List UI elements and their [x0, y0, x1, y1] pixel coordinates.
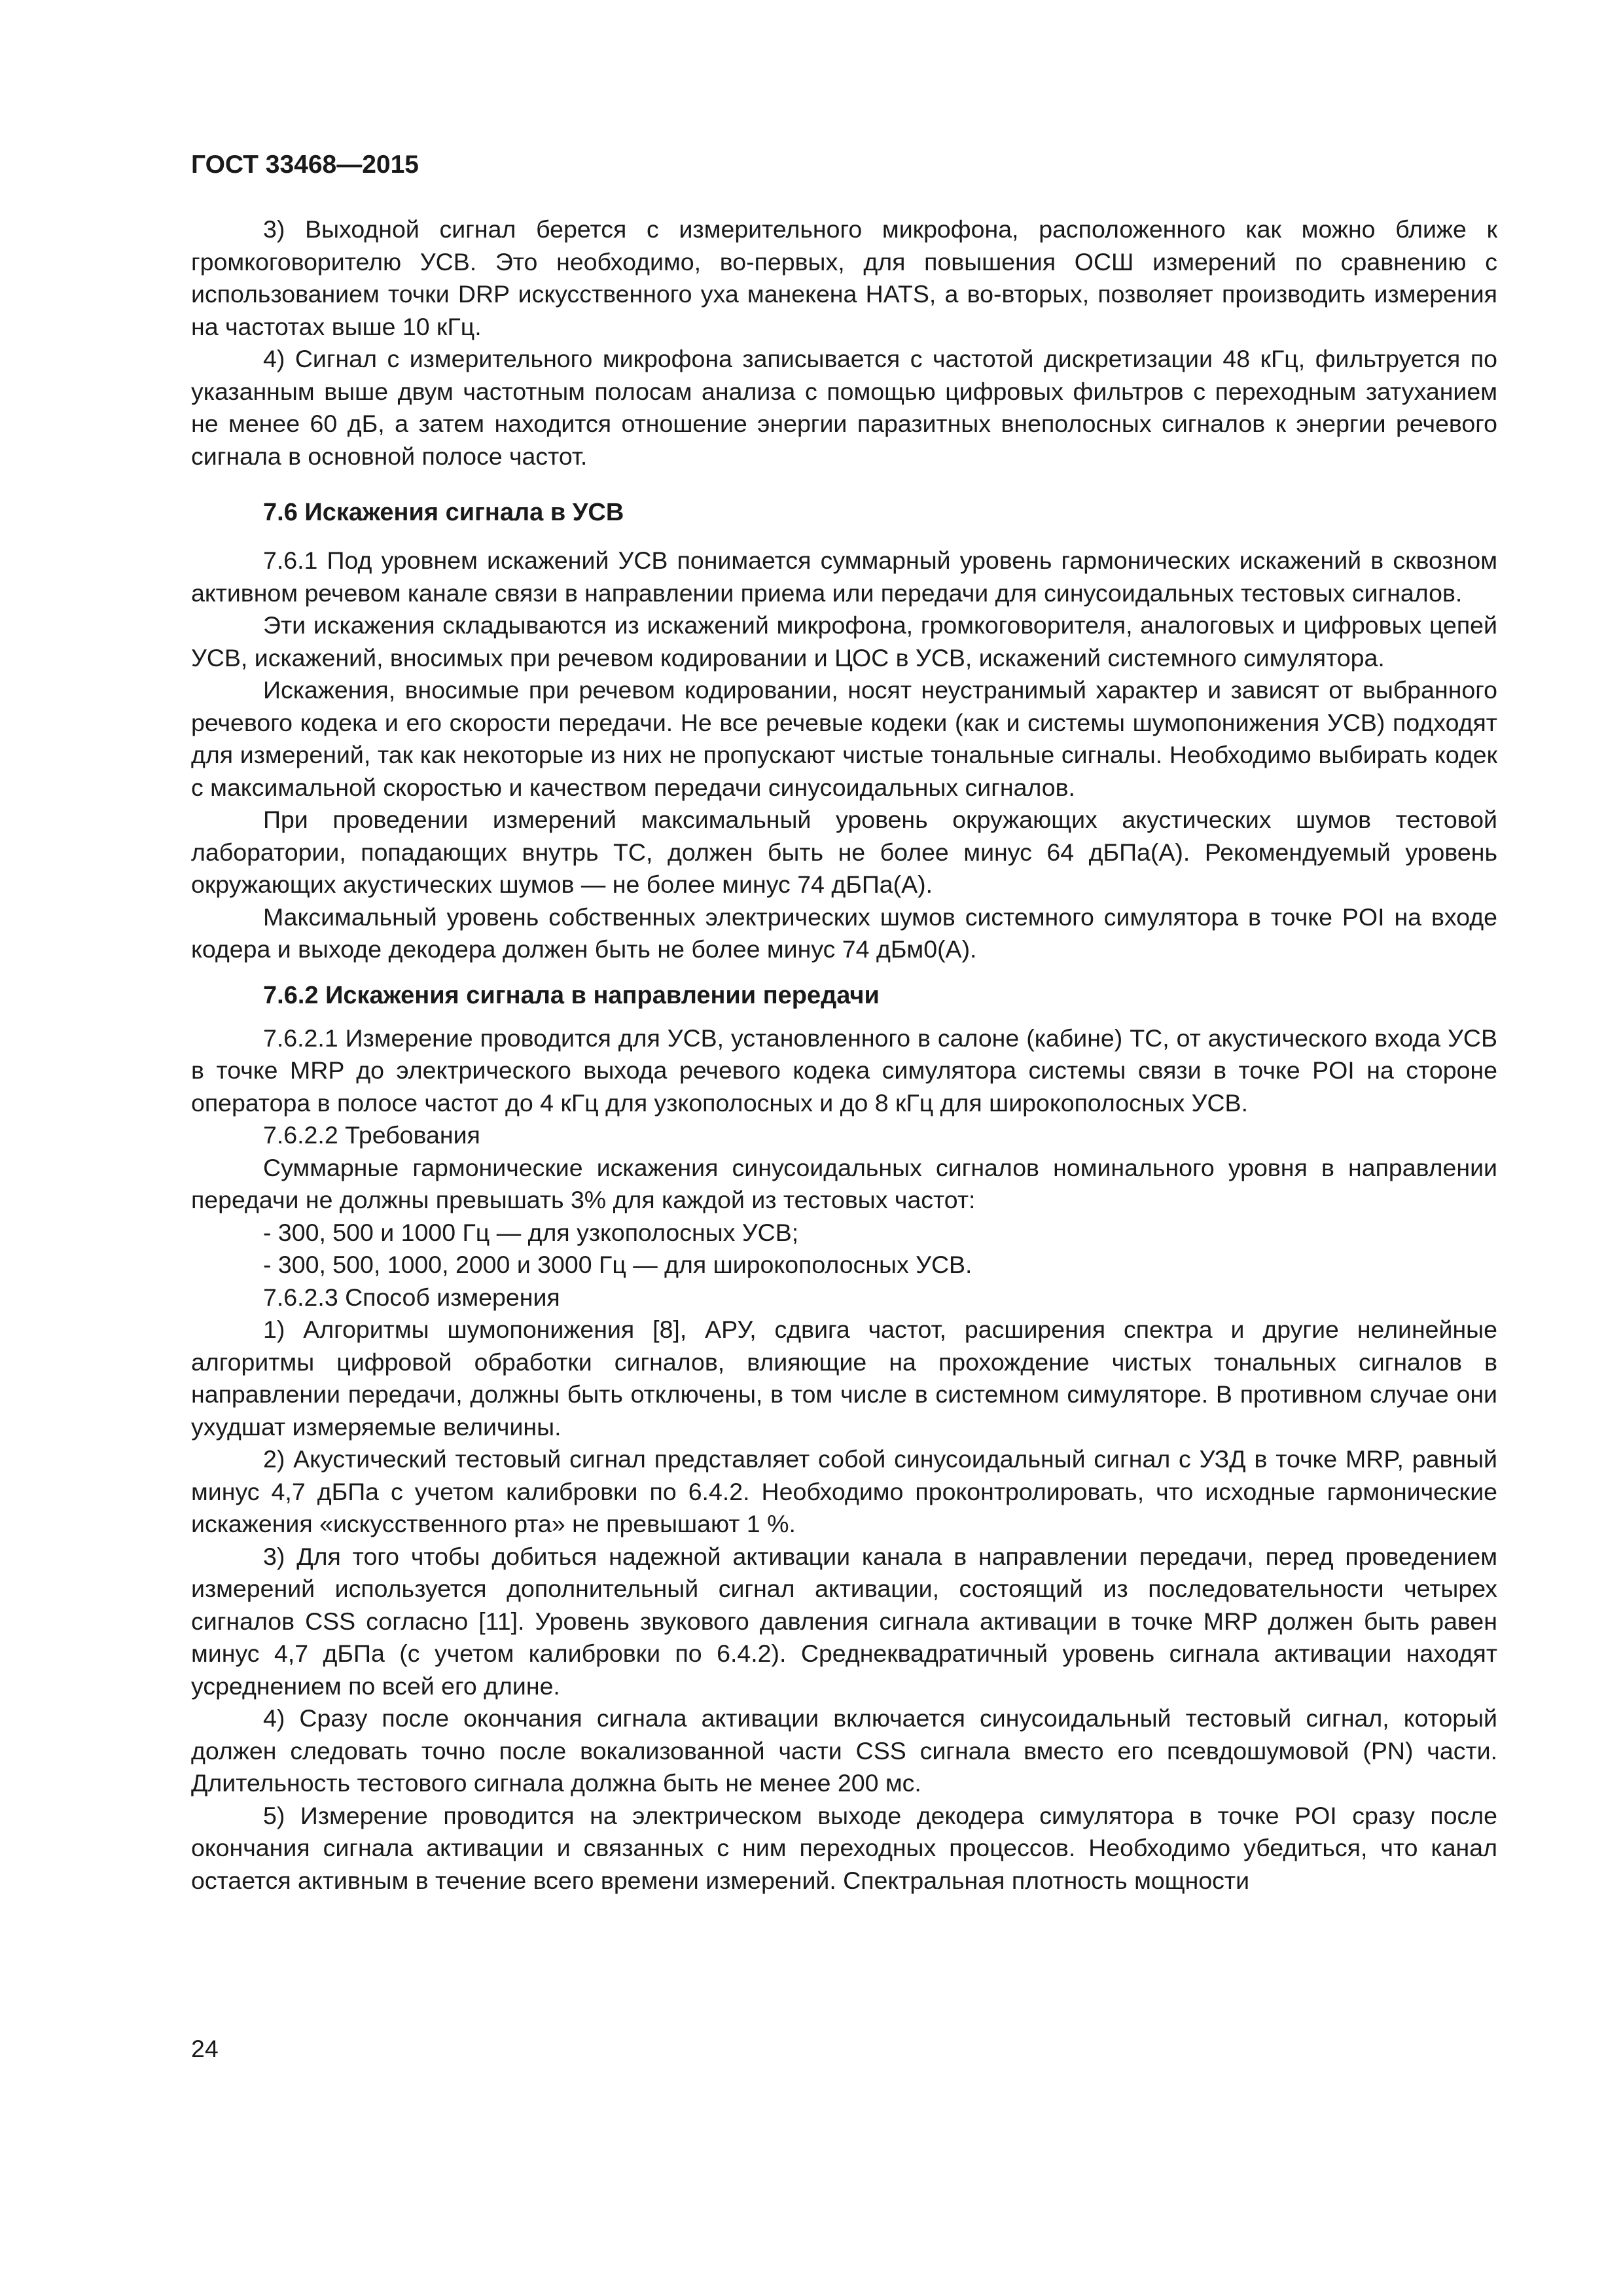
page-number: 24 — [191, 2035, 219, 2062]
paragraph: 7.6.2.1 Измерение проводится для УСВ, установленного в салоне (кабине) ТС, от акустического входа УСВ в точке MRP до электрического выхода речевого кодека симулятора системы связи в точке POI на стороне оператора в полосе частот до 4 кГц для узкополосных и до 8 кГц для широкополосных УСВ. — [191, 1024, 1497, 1117]
list-item: - 300, 500 и 1000 Гц — для узкополосных УСВ; — [263, 1218, 799, 1246]
paragraph: Эти искажения складываются из искажений микрофона, громкоговорителя, аналоговых и цифровых цепей УСВ, искажений, вносимых при речевом кодировании и ЦОС в УСВ, искажений системного симулятора. — [191, 611, 1497, 672]
paragraph: 7.6.1 Под уровнем искажений УСВ понимается суммарный уровень гармонических искажений в сквозном активном речевом канале связи в направлении приема или передачи для синусоидальных тестовых сигналов. — [191, 547, 1497, 607]
paragraph: Максимальный уровень собственных электрических шумов системного симулятора в точке POI на входе кодера и выходе декодера должен быть не более минус 74 дБм0(А). — [191, 903, 1497, 963]
method-step: 5) Измерение проводится на электрическом выходе декодера симулятора в точке POI сразу после окончания сигнала активации и связанных с ним переходных процессов. Необходимо убедиться, что канал остается активным в течение всего времени измерений. Спектральная плотность мощности — [191, 1801, 1497, 1894]
paragraph: 3) Выходной сигнал берется с измерительного микрофона, расположенного как можно ближе к громкоговорителю УСВ. Это необходимо, во-первых, для повышения ОСШ измерений по сравнению с использованием точки DRP искусственного уха манекена HATS, а во-вторых, позволяет производить измерения на частотах выше 10 кГц. — [191, 215, 1497, 340]
method-step: 2) Акустический тестовый сигнал представляет собой синусоидальный сигнал с УЗД в точке MRP, равный минус 4,7 дБПа с учетом калибровки по 6.4.2. Необходимо проконтролировать, что исходные гармонические искажения «искусственного рта» не превышают 1 %. — [191, 1445, 1497, 1537]
paragraph: 4) Сигнал с измерительного микрофона записывается с частотой дискретизации 48 кГц, фильтруется по указанным выше двум частотным полосам анализа с помощью цифровых фильтров с переходным затуханием не менее 60 дБ, а затем находится отношение энергии паразитных внеполосных сигналов к энергии речевого сигнала в основной полосе частот. — [191, 345, 1497, 470]
paragraph: Искажения, вносимые при речевом кодировании, носят неустранимый характер и зависят от выбранного речевого кодека и его скорости передачи. Не все речевые кодеки (как и системы шумопонижения УСВ) подходят для измерений, так как некоторые из них не пропускают чистые тональные сигналы. Необходимо выбирать кодек с максимальной скоростью и качеством передачи синусоидальных сигналов. — [191, 676, 1497, 801]
paragraph: 7.6.2.3 Способ измерения — [263, 1283, 560, 1311]
page-content — [191, 149, 1497, 1897]
method-step: 1) Алгоритмы шумопонижения [8], АРУ, сдвига частот, расширения спектра и другие нелинейные алгоритмы цифровой обработки сигналов, влияющие на прохождение чистых тональных сигналов в направлении передачи, должны быть отключены, в том числе в системном симуляторе. В противном случае они ухудшат измеряемые величины. — [191, 1316, 1497, 1441]
paragraph: При проведении измерений максимальный уровень окружающих акустических шумов тестовой лаборатории, попадающих внутрь ТС, должен быть не более минус 64 дБПа(А). Рекомендуемый уровень окружающих акустических шумов — не более минус 74 дБПа(А). — [191, 806, 1497, 898]
method-step: 3) Для того чтобы добиться надежной активации канала в направлении передачи, перед проведением измерений используется дополнительный сигнал активации, состоящий из последовательности четырех сигналов CSS согласно [11]. Уровень звукового давления сигнала активации в точке MRP должен быть равен минус 4,7 дБПа (с учетом калибровки по 6.4.2). Среднеквадратичный уровень сигнала активации находят усреднением по всей его длине. — [191, 1542, 1497, 1700]
paragraph: 7.6.2.2 Требования — [263, 1121, 480, 1149]
paragraph: Суммарные гармонические искажения синусоидальных сигналов номинального уровня в направлении передачи не должны превышать 3% для каждой из тестовых частот: — [191, 1153, 1497, 1213]
document-header: ГОСТ 33468—2015 — [191, 151, 419, 179]
section-heading-7-6-2: 7.6.2 Искажения сигнала в направлении передачи — [263, 981, 880, 1009]
list-item: - 300, 500, 1000, 2000 и 3000 Гц — для широкополосных УСВ. — [263, 1251, 972, 1278]
method-step: 4) Сразу после окончания сигнала активации включается синусоидальный тестовый сигнал, который должен следовать точно после вокализованной части CSS сигнала вместо его псевдошумовой (PN) части. Длительность тестового сигнала должна быть не менее 200 мс. — [191, 1704, 1497, 1797]
section-heading-7-6: 7.6 Искажения сигнала в УСВ — [263, 499, 624, 526]
